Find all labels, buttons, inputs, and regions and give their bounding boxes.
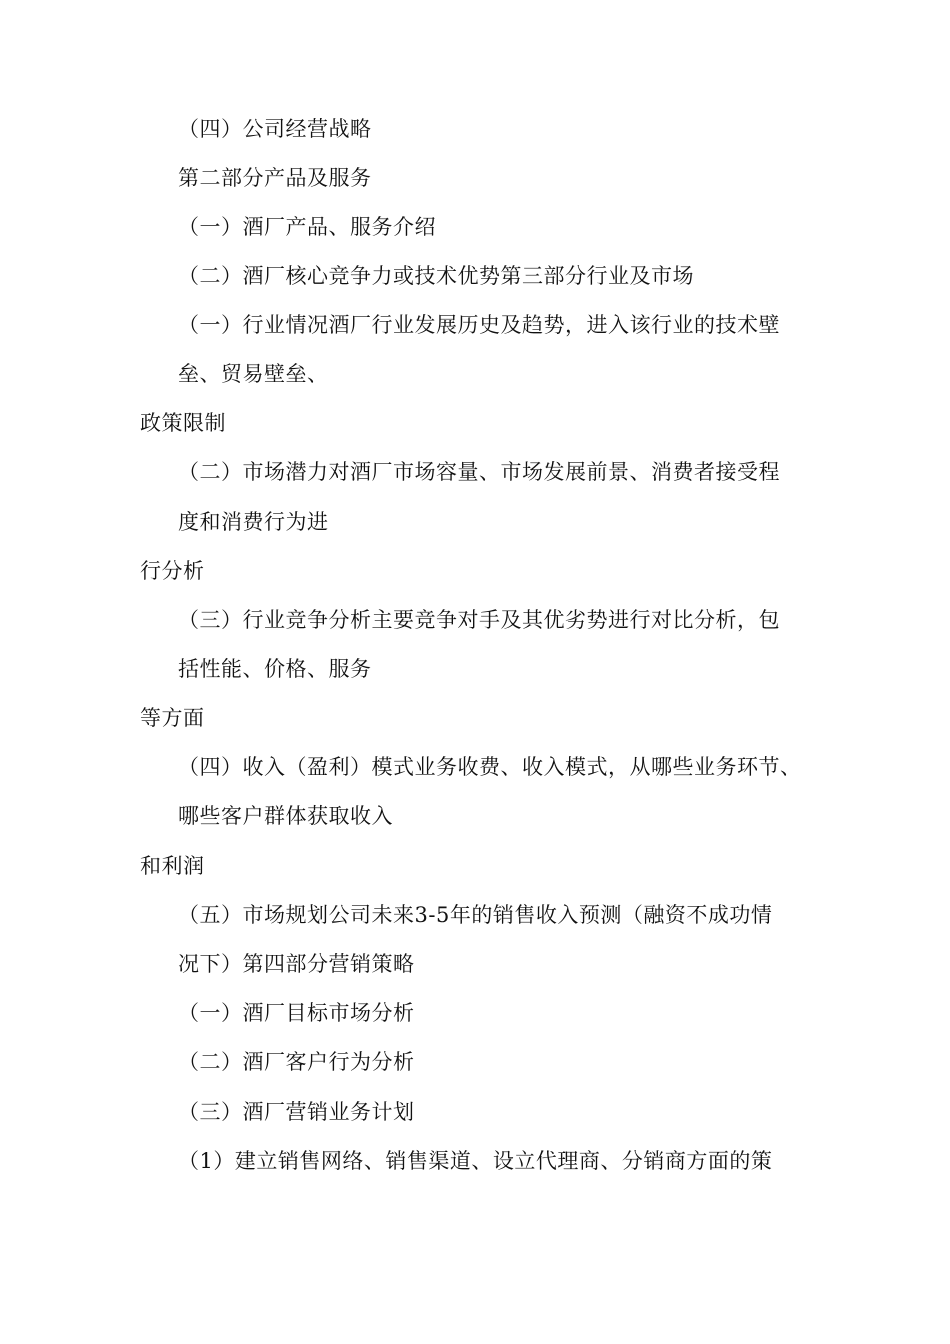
text-line: 和利润 (140, 854, 205, 878)
text-line: （三）酒厂营销业务计划 (178, 1100, 415, 1124)
text-line: （一）酒厂目标市场分析 (178, 1001, 415, 1025)
text-line: 垒、贸易壁垒、 (178, 362, 329, 386)
text-line: 政策限制 (140, 411, 226, 435)
text-line: 度和消费行为进 (178, 510, 329, 534)
text-line: （一）行业情况酒厂行业发展历史及趋势，进入该行业的技术壁 (178, 313, 780, 337)
text-line: （四）公司经营战略 (178, 117, 372, 141)
text-line: （1）建立销售网络、销售渠道、设立代理商、分销商方面的策 (178, 1149, 773, 1173)
text-line: （二）酒厂核心竞争力或技术优势第三部分行业及市场 (178, 264, 694, 288)
text-line: （二）酒厂客户行为分析 (178, 1050, 415, 1074)
text-line: （二）市场潜力对酒厂市场容量、市场发展前景、消费者接受程 (178, 460, 780, 484)
text-line: （一）酒厂产品、服务介绍 (178, 215, 436, 239)
text-line: 行分析 (140, 559, 205, 583)
text-line: 等方面 (140, 706, 205, 730)
text-line: （五）市场规划公司未来3-5年的销售收入预测（融资不成功情 (178, 903, 773, 927)
text-line: 第二部分产品及服务 (178, 166, 372, 190)
text-line: （三）行业竞争分析主要竞争对手及其优劣势进行对比分析，包 (178, 608, 780, 632)
text-line: 哪些客户群体获取收入 (178, 804, 393, 828)
text-line: （四）收入（盈利）模式业务收费、收入模式，从哪些业务环节、 (178, 755, 802, 779)
text-line: 括性能、价格、服务 (178, 657, 372, 681)
text-line: 况下）第四部分营销策略 (178, 952, 415, 976)
